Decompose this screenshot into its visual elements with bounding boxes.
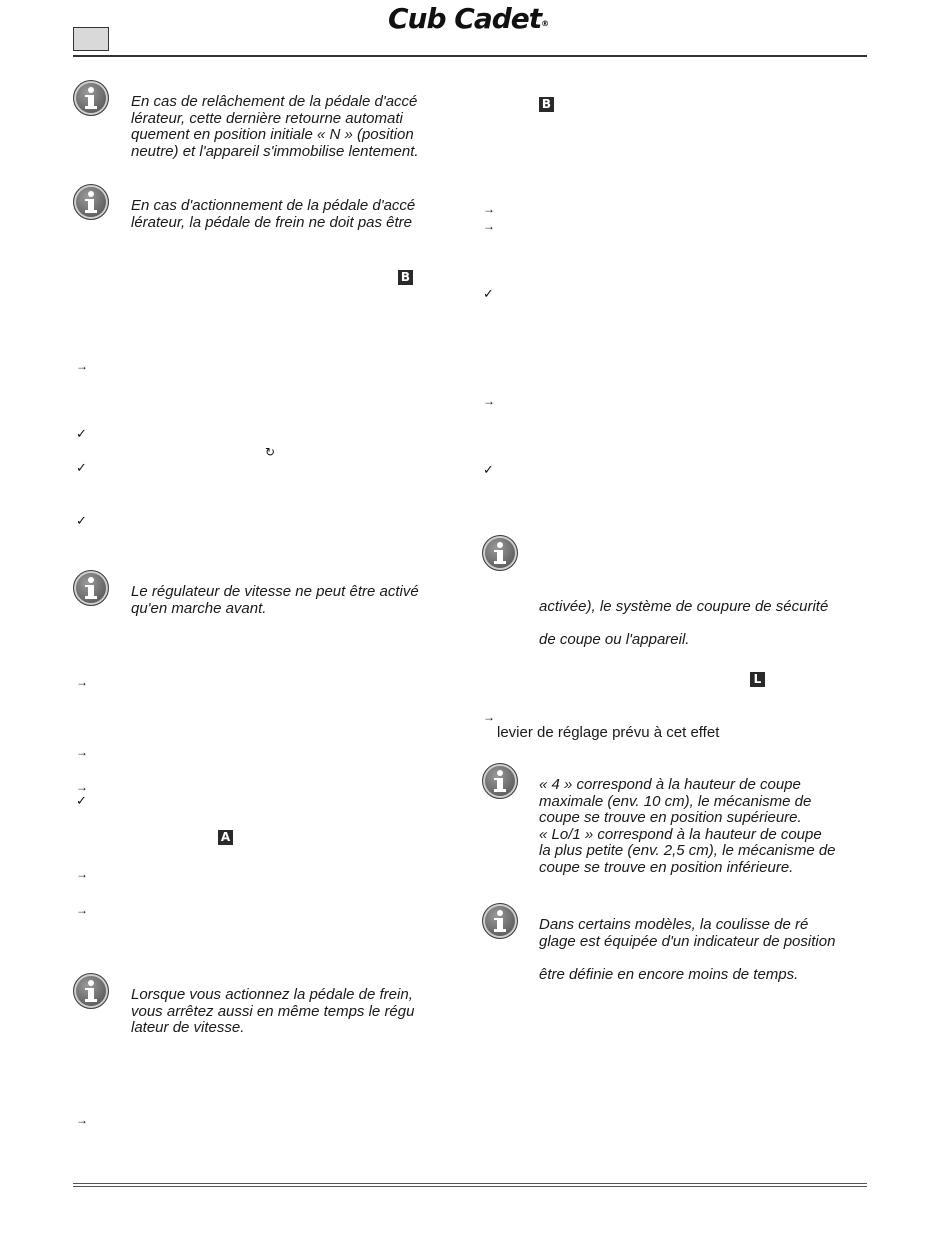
note-safety-cutoff: activée), le système de coupure de sécurité [539, 598, 829, 615]
speed-icon: ↻ [265, 445, 276, 459]
lever-text: levier de réglage prévu à cet effet [497, 724, 720, 741]
arrow-bullet: → [76, 867, 88, 881]
note-safety-cutoff-end: de coupe ou l'appareil. [539, 631, 690, 648]
arrow-bullet: → [76, 780, 88, 794]
footer-rule [73, 1186, 867, 1187]
check-bullet: ✓ [76, 513, 87, 528]
info-icon [482, 535, 518, 571]
note-cruise-control: Le régulateur de vitesse ne peut être activé qu'en marche avant. [131, 583, 419, 617]
check-bullet: ✓ [483, 286, 494, 301]
figure-label-a: A [218, 830, 233, 845]
check-bullet: ✓ [483, 462, 494, 477]
info-icon [73, 570, 109, 606]
info-icon [482, 903, 518, 939]
arrow-bullet: → [76, 1113, 88, 1127]
arrow-bullet: → [483, 219, 495, 233]
page-number-box [73, 27, 109, 51]
arrow-bullet: → [76, 359, 88, 373]
info-icon [73, 973, 109, 1009]
note-brake-cruise: Lorsque vous actionnez la pédale de frein, vous arrêtez aussi en même temps le régu lateur de vitesse. [131, 986, 415, 1037]
note-accelerator-brake: En cas d'actionnement de la pédale d'accé lérateur, la pédale de frein ne doit pas être [131, 197, 416, 231]
check-bullet: ✓ [76, 793, 87, 808]
footer-rule [73, 1183, 867, 1184]
arrow-bullet: → [483, 394, 495, 408]
header-rule [73, 55, 867, 57]
arrow-bullet: → [76, 903, 88, 917]
arrow-bullet: → [483, 710, 495, 724]
arrow-bullet: → [76, 675, 88, 689]
note-cutting-height: « 4 » correspond à la hauteur de coupe maximale (env. 10 cm), le mécanisme de coupe se trouve en position supérieure. « Lo/1 » correspond à la hauteur de coupe la plus petite (env. 2,5 cm), le mécanisme de coupe se trouve en position inférieure. [539, 776, 836, 876]
arrow-bullet: → [76, 745, 88, 759]
figure-label-l: L [750, 672, 765, 687]
figure-label-b: B [398, 270, 413, 285]
info-icon [482, 763, 518, 799]
brand-logo: Cub Cadet® [388, 2, 549, 35]
info-icon [73, 184, 109, 220]
check-bullet: ✓ [76, 460, 87, 475]
arrow-bullet: → [483, 202, 495, 216]
check-bullet: ✓ [76, 426, 87, 441]
note-position-indicator: Dans certains modèles, la coulisse de ré glage est équipée d'un indicateur de position [539, 916, 836, 950]
note-accelerator-release: En cas de relâchement de la pédale d'accé lérateur, cette dernière retourne automati quement en position initiale « N » (position neutre) et l'appareil s'immobilise lentement. [131, 93, 419, 160]
note-position-indicator-end: être définie en encore moins de temps. [539, 966, 799, 983]
figure-label-b: B [539, 97, 554, 112]
info-icon [73, 80, 109, 116]
